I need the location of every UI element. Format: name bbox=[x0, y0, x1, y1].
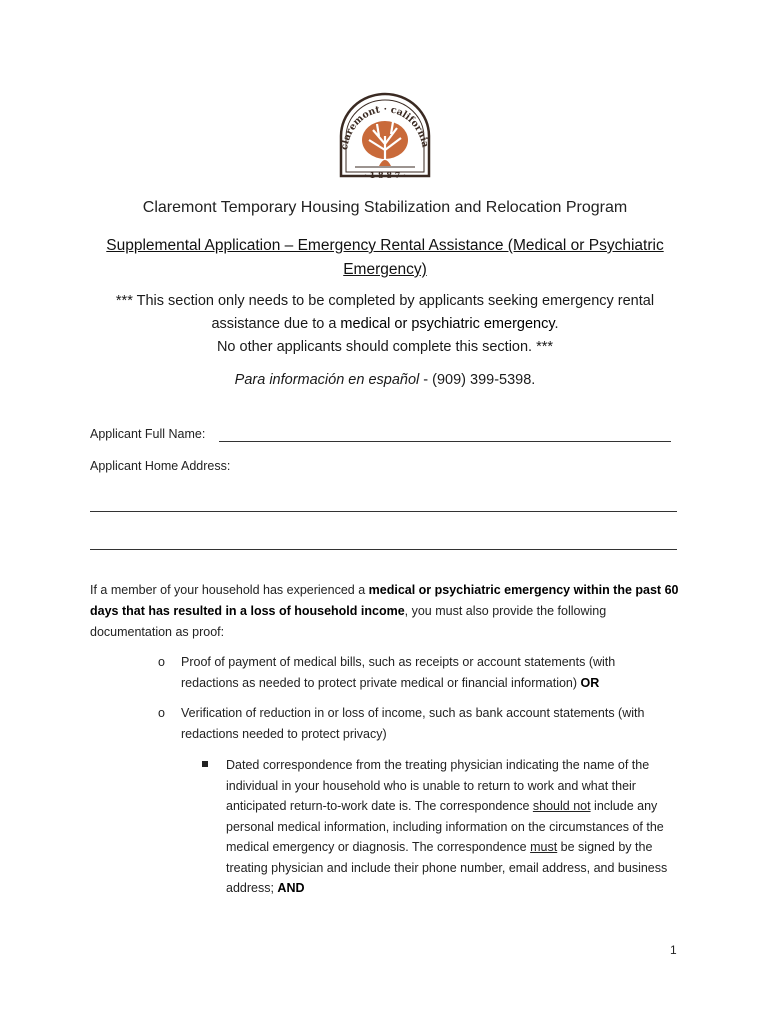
sub-item-text-1: Dated correspondence from the treating physician indicating the name of the individual in your household who is unable to return to work and what their anticipated return-to-work date is. The correspondence bbox=[226, 758, 650, 813]
option-2-text: Verification of reduction in or loss of income, such as bank account statements (with redactions needed to protect privacy) bbox=[181, 706, 645, 741]
intro-bold: medical or psychiatric emergency within the past 60 days that has resulted in a loss of household income bbox=[90, 583, 679, 618]
option-item-1 bbox=[158, 652, 671, 693]
notice-line2: No other applicants should complete this section. *** bbox=[216, 339, 554, 355]
name-input-line[interactable] bbox=[219, 441, 671, 442]
sub-item-text-3: be signed by the treating physician and include their phone number, email address, and business address; bbox=[226, 840, 668, 895]
option-item-2 bbox=[158, 703, 671, 744]
name-label: Applicant Full Name: bbox=[90, 427, 206, 441]
sub-item-must: must bbox=[530, 840, 558, 854]
intro-paragraph bbox=[90, 580, 690, 643]
circle-bullet-icon: o bbox=[158, 655, 165, 669]
notice-emphasis: medical or psychiatric emergency bbox=[340, 316, 555, 332]
address-input-line-2[interactable] bbox=[90, 549, 677, 550]
sub-item-should-not: should not bbox=[532, 799, 591, 813]
option-1-or: OR bbox=[580, 675, 600, 690]
claremont-seal-logo bbox=[335, 92, 435, 184]
supplemental-title: Supplemental Application – Emergency Rental Assistance (Medical or Psychiatric Emergency) bbox=[106, 237, 664, 278]
svg-text:claremont · california: claremont · california bbox=[339, 103, 431, 151]
notice-line1-end: . bbox=[554, 316, 559, 332]
program-title: Claremont Temporary Housing Stabilization and Relocation Program bbox=[142, 199, 628, 216]
intro-part2: , you must also provide the following documentation as proof: bbox=[90, 604, 607, 639]
address-input-line-1[interactable] bbox=[90, 511, 677, 512]
spanish-phone: - (909) 399-5398. bbox=[419, 372, 536, 388]
seal-year: · 1 8 8 7 · bbox=[364, 170, 406, 180]
spanish-italic: Para información en español bbox=[234, 372, 420, 388]
intro-part1: If a member of your household has experienced a bbox=[90, 583, 369, 597]
sub-item-physician bbox=[226, 755, 684, 899]
notice-text bbox=[80, 290, 690, 359]
square-bullet-icon bbox=[202, 761, 208, 767]
address-label: Applicant Home Address: bbox=[90, 459, 231, 473]
sub-item-text-2: include any personal medical information, including information on the circumstances of the medical emergency or diagnosis. The correspondence bbox=[226, 799, 664, 854]
page-number: 1 bbox=[670, 943, 677, 957]
notice-line1: *** This section only needs to be completed by applicants seeking emergency rental assistance due to a bbox=[115, 293, 655, 332]
circle-bullet-icon: o bbox=[158, 706, 165, 720]
spanish-contact bbox=[0, 372, 770, 388]
option-1-text: Proof of payment of medical bills, such as receipts or account statements (with redactions as needed to protect private medical or financial information) bbox=[181, 655, 616, 690]
sub-item-and: AND bbox=[277, 881, 305, 895]
